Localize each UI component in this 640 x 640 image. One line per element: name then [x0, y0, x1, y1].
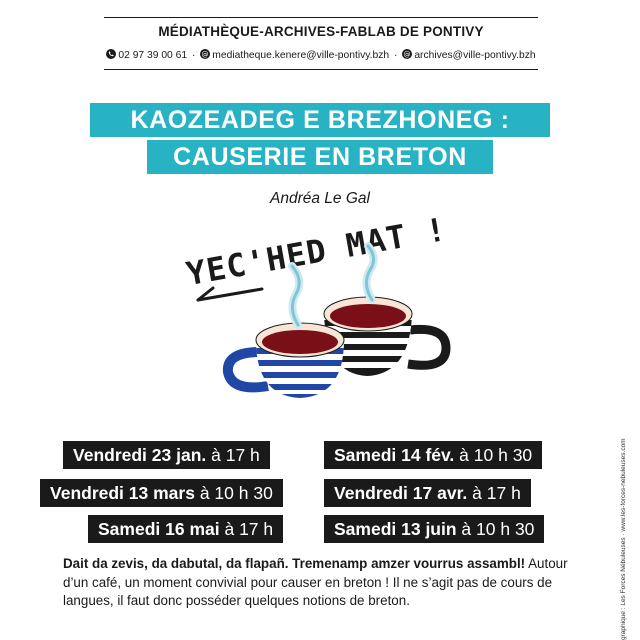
author-name: Andréa Le Gal — [270, 190, 370, 207]
description-french: Autour d’un café, un moment convivial pour causer en breton ! Il ne s’agit pas de cours de langues, il faut donc posséder quelques notions de breton. — [63, 556, 568, 608]
svg-text:@: @ — [201, 50, 209, 59]
blue-striped-cup — [228, 323, 348, 400]
session-date: Samedi 13 juin à 10 h 30 — [324, 515, 544, 543]
email-mediatheque[interactable]: mediatheque.kenere@ville-pontivy.bzh — [212, 50, 390, 62]
session-date: Vendredi 17 avr. à 17 h — [324, 479, 531, 507]
description-breton: Dait da zevis, da dabutal, da flapañ. Tremenamp amzer vourrus assambl! — [63, 556, 526, 571]
contact-separator: · — [394, 50, 398, 62]
session-date: Samedi 16 mai à 17 h — [88, 515, 283, 543]
organization-name: MÉDIATHÈQUE-ARCHIVES-FABLAB DE PONTIVY — [158, 24, 484, 39]
title-line-2: CAUSERIE EN BRETON — [147, 140, 493, 174]
event-description — [63, 555, 585, 611]
session-date: Vendredi 23 jan. à 17 h — [63, 441, 270, 469]
phone-number[interactable]: 02 97 39 00 61 — [118, 50, 188, 62]
contact-separator: · — [191, 50, 196, 62]
session-date: Vendredi 13 mars à 10 h 30 — [40, 479, 283, 507]
illustration-caption: YEC'HED MAT ! — [183, 209, 450, 294]
design-credit: graphique : Les Forces Nébuleuses · www.les-forces-nebuleuses.com — [620, 438, 627, 640]
title-line-1: KAOZEADEG E BREZHONEG : — [90, 103, 550, 137]
svg-text:@: @ — [403, 50, 411, 59]
session-date: Samedi 14 fév. à 10 h 30 — [324, 441, 542, 469]
email-archives[interactable]: archives@ville-pontivy.bzh — [414, 50, 536, 62]
